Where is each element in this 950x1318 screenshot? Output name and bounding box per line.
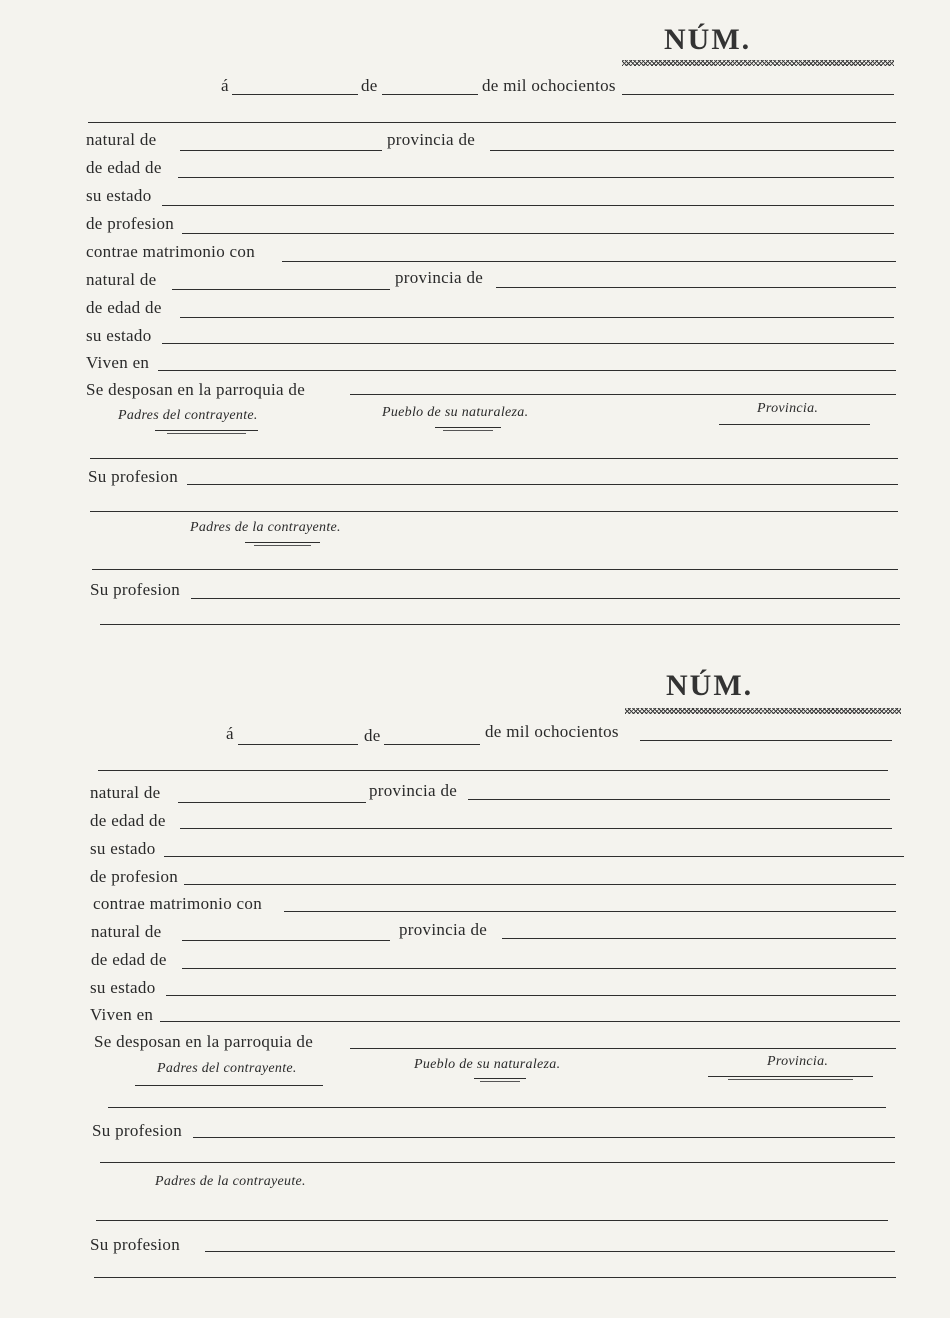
padres-contrayenta-heading: Padres de la contrayeute. [155, 1174, 306, 1189]
novia-estado-label: su estado [90, 978, 156, 997]
padres-contrayente-line-2[interactable] [100, 1162, 895, 1163]
novio-provincia-line[interactable] [490, 150, 894, 151]
novio-natural-line[interactable] [180, 150, 382, 151]
novia-edad-line[interactable] [182, 968, 896, 969]
novio-estado-label: su estado [90, 839, 156, 858]
novio-estado-label: su estado [86, 186, 152, 205]
form1-closing-line[interactable] [100, 624, 900, 625]
novio-edad-line[interactable] [178, 177, 894, 178]
novio-natural-label: natural de [86, 130, 157, 149]
nombre-contrayente-line[interactable] [98, 770, 888, 771]
novia-natural-line[interactable] [172, 289, 390, 290]
viven-label: Viven en [86, 353, 150, 372]
novia-provincia-label: provincia de [399, 920, 488, 939]
viven-line[interactable] [160, 1021, 900, 1022]
fecha-anio-label: de mil ochocientos [485, 722, 619, 741]
padres-contrayenta-line[interactable] [92, 569, 898, 570]
numero-ornament [622, 60, 894, 66]
fecha-anio-label: de mil ochocientos [482, 76, 616, 95]
contrae-line[interactable] [282, 261, 896, 262]
novio-profesion-label: de profesion [90, 867, 179, 886]
novio-provincia-label: provincia de [387, 130, 476, 149]
novia-estado-label: su estado [86, 326, 152, 345]
numero-heading: NÚM. [664, 23, 752, 56]
pueblo-rule [474, 1078, 526, 1079]
fecha-anio-line[interactable] [640, 740, 892, 741]
novio-profesion-label: de profesion [86, 214, 175, 233]
contrae-label: contrae matrimonio con [93, 894, 262, 913]
fecha-de-label: de [364, 726, 381, 745]
provincia-column-heading: Provincia. [757, 401, 819, 416]
form2-closing-line[interactable] [94, 1277, 896, 1278]
contrae-line[interactable] [284, 911, 896, 912]
fecha-mes-line[interactable] [384, 744, 480, 745]
numero-heading: NÚM. [666, 669, 754, 702]
su-profesion-2-line[interactable] [205, 1251, 895, 1252]
su-profesion-2-line[interactable] [191, 598, 900, 599]
nombre-contrayente-line[interactable] [88, 122, 896, 123]
novia-edad-line[interactable] [180, 317, 894, 318]
su-profesion-2-label: Su profesion [90, 580, 181, 599]
novia-edad-label: de edad de [86, 298, 162, 317]
padres-contrayenta-rule [245, 542, 320, 543]
su-profesion-2-label: Su profesion [90, 1235, 181, 1254]
fecha-dia-line[interactable] [232, 94, 358, 95]
novio-natural-label: natural de [90, 783, 161, 802]
provincia-column-heading: Provincia. [767, 1054, 829, 1069]
novia-edad-label: de edad de [91, 950, 167, 969]
padres-contrayente-line[interactable] [108, 1107, 886, 1108]
padres-contrayente-line-2[interactable] [90, 511, 898, 512]
novio-profesion-line[interactable] [182, 233, 894, 234]
padres-contrayente-heading: Padres del contrayente. [118, 408, 258, 423]
viven-line[interactable] [158, 370, 896, 371]
parroquia-line[interactable] [350, 394, 896, 395]
pueblo-heading: Pueblo de su naturaleza. [382, 405, 529, 420]
numero-ornament [625, 708, 901, 714]
su-profesion-1-label: Su profesion [92, 1121, 183, 1140]
padres-contrayente-rule [155, 430, 258, 431]
novio-estado-line[interactable] [162, 205, 894, 206]
pueblo-heading: Pueblo de su naturaleza. [414, 1057, 561, 1072]
novia-natural-line[interactable] [182, 940, 390, 941]
novia-provincia-line[interactable] [502, 938, 896, 939]
fecha-mes-line[interactable] [382, 94, 478, 95]
novia-estado-line[interactable] [166, 995, 896, 996]
novia-provincia-label: provincia de [395, 268, 484, 287]
pueblo-rule [435, 427, 501, 428]
novio-natural-line[interactable] [178, 802, 366, 803]
padres-contrayente-rule [135, 1085, 323, 1086]
novio-provincia-label: provincia de [369, 781, 458, 800]
novio-estado-line[interactable] [164, 856, 904, 857]
novio-provincia-line[interactable] [468, 799, 890, 800]
novio-edad-line[interactable] [180, 828, 892, 829]
su-profesion-1-line[interactable] [193, 1137, 895, 1138]
parroquia-line[interactable] [350, 1048, 896, 1049]
fecha-a-label: á [226, 724, 234, 743]
novia-natural-label: natural de [86, 270, 157, 289]
novio-edad-label: de edad de [90, 811, 166, 830]
novia-estado-line[interactable] [162, 343, 894, 344]
fecha-anio-line[interactable] [622, 94, 894, 95]
padres-contrayenta-heading: Padres de la contrayente. [190, 520, 341, 535]
parroquia-label: Se desposan en la parroquia de [86, 380, 306, 399]
provincia-column-rule [708, 1076, 873, 1077]
fecha-de-label: de [361, 76, 378, 95]
provincia-column-rule [719, 424, 870, 425]
contrae-label: contrae matrimonio con [86, 242, 255, 261]
novia-natural-label: natural de [91, 922, 162, 941]
novio-profesion-line[interactable] [184, 884, 896, 885]
fecha-a-label: á [221, 76, 229, 95]
padres-contrayenta-line[interactable] [96, 1220, 888, 1221]
su-profesion-1-line[interactable] [187, 484, 898, 485]
viven-label: Viven en [90, 1005, 154, 1024]
fecha-dia-line[interactable] [238, 744, 358, 745]
novia-provincia-line[interactable] [496, 287, 896, 288]
su-profesion-1-label: Su profesion [88, 467, 179, 486]
novio-edad-label: de edad de [86, 158, 162, 177]
parroquia-label: Se desposan en la parroquia de [94, 1032, 314, 1051]
padres-contrayente-heading: Padres del contrayente. [157, 1061, 297, 1076]
padres-contrayente-line[interactable] [90, 458, 898, 459]
